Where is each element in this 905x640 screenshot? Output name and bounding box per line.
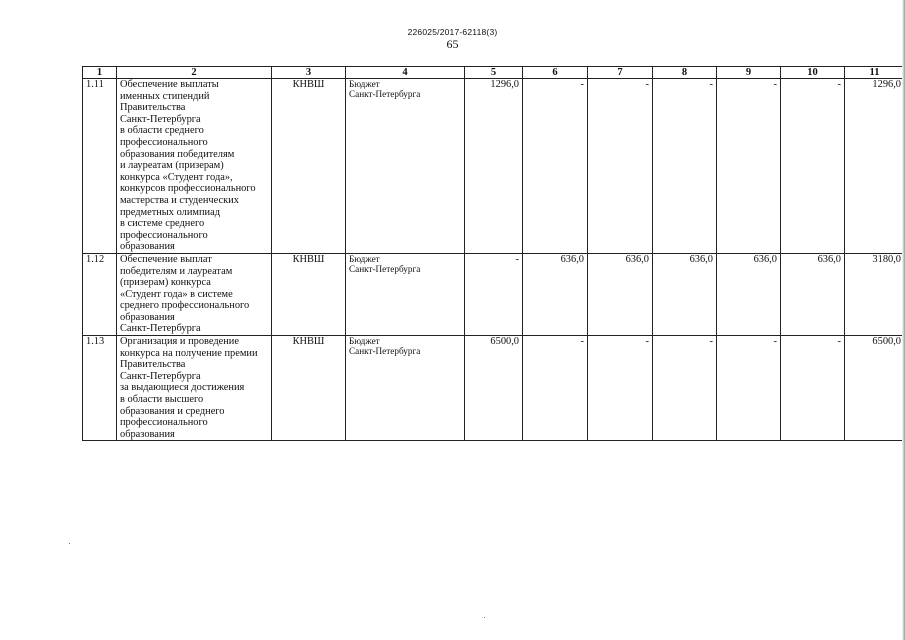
value-cell: 636,0 bbox=[781, 253, 845, 335]
column-number: 4 bbox=[346, 67, 465, 79]
value-cell: 6500,0 bbox=[465, 336, 523, 441]
column-number: 2 bbox=[117, 67, 272, 79]
value-cell: - bbox=[465, 253, 523, 335]
value-cell: - bbox=[653, 336, 717, 441]
value-cell: 636,0 bbox=[523, 253, 588, 335]
value-cell: - bbox=[523, 336, 588, 441]
total-cell: 6500,0 bbox=[845, 336, 905, 441]
funding-source: Бюджет Санкт-Петербурга bbox=[346, 336, 465, 441]
value-cell: - bbox=[523, 79, 588, 254]
column-number: 3 bbox=[272, 67, 346, 79]
total-cell: 3180,0 bbox=[845, 253, 905, 335]
measure-name: Обеспечение выплаты именных стипендий Правительства Санкт-Петербурга в области среднего профессионального образования победителям и лауреатам (призерам) конкурса «Студент года», конкурсов профессионального мастерства и студенческих предметных олимпиад в системе среднего профессионального образования bbox=[117, 79, 272, 254]
column-number: 7 bbox=[588, 67, 653, 79]
column-number: 10 bbox=[781, 67, 845, 79]
value-cell: - bbox=[781, 79, 845, 254]
row-number: 1.13 bbox=[83, 336, 117, 441]
column-number: 6 bbox=[523, 67, 588, 79]
table-row bbox=[83, 79, 905, 254]
column-number-row bbox=[83, 67, 905, 79]
value-cell: - bbox=[653, 79, 717, 254]
value-cell: - bbox=[717, 79, 781, 254]
executor: КНВШ bbox=[272, 253, 346, 335]
document-number: 226025/2017-62118(3) bbox=[407, 27, 498, 37]
table-row bbox=[83, 253, 905, 335]
value-cell: 1296,0 bbox=[465, 79, 523, 254]
executor: КНВШ bbox=[272, 336, 346, 441]
value-cell: 636,0 bbox=[653, 253, 717, 335]
total-cell: 1296,0 bbox=[845, 79, 905, 254]
row-number: 1.12 bbox=[83, 253, 117, 335]
measure-name: Организация и проведение конкурса на получение премии Правительства Санкт-Петербурга за выдающиеся достижения в области высшего образования и среднего профессионального образования bbox=[117, 336, 272, 441]
column-number: 8 bbox=[653, 67, 717, 79]
row-number: 1.11 bbox=[83, 79, 117, 254]
column-number: 11 bbox=[845, 67, 905, 79]
scan-speck bbox=[69, 543, 70, 544]
column-number: 5 bbox=[465, 67, 523, 79]
page-number: 65 bbox=[446, 37, 459, 51]
value-cell: - bbox=[588, 336, 653, 441]
column-number: 1 bbox=[83, 67, 117, 79]
table-row bbox=[83, 336, 905, 441]
value-cell: - bbox=[588, 79, 653, 254]
funding-source: Бюджет Санкт-Петербурга bbox=[346, 253, 465, 335]
value-cell: 636,0 bbox=[717, 253, 781, 335]
column-number: 9 bbox=[717, 67, 781, 79]
program-table bbox=[82, 66, 905, 441]
executor: КНВШ bbox=[272, 79, 346, 254]
funding-source: Бюджет Санкт-Петербурга bbox=[346, 79, 465, 254]
value-cell: - bbox=[781, 336, 845, 441]
scan-speck bbox=[484, 617, 485, 618]
value-cell: 636,0 bbox=[588, 253, 653, 335]
measure-name: Обеспечение выплат победителям и лауреатам (призерам) конкурса «Студент года» в системе среднего профессионального образования Санкт-Петербурга bbox=[117, 253, 272, 335]
value-cell: - bbox=[717, 336, 781, 441]
